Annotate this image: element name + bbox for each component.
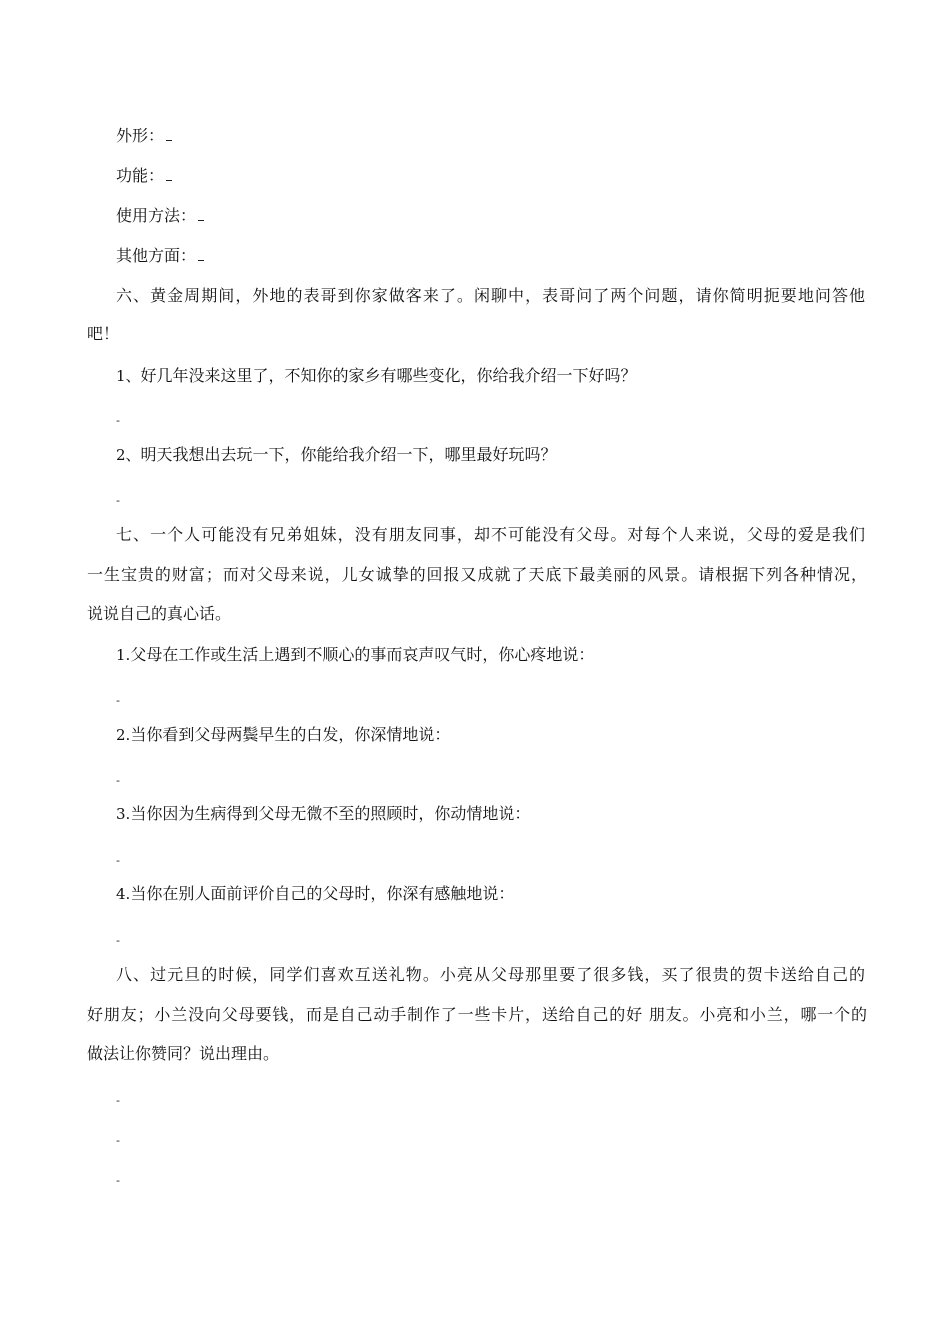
property-label: 功能： xyxy=(116,166,165,185)
item-text: 明天我想出去玩一下，你能给我介绍一下，哪里最好玩吗？ xyxy=(140,445,557,464)
q7-prompt-line2: 一生宝贵的财富；而对父母来说，儿女诚挚的回报又成就了天底下最美丽的风景。请根据下列各种情况， xyxy=(87,565,867,584)
property-label: 使用方法： xyxy=(116,206,197,225)
q8-prompt-line2: 好朋友；小兰没向父母要钱，而是自己动手制作了一些卡片，送给自己的好 朋友。小亮和小兰，哪一个的 xyxy=(87,1005,867,1024)
blank-field[interactable] xyxy=(166,128,172,141)
q8-prompt-line1: 八、过元旦的时候，同学们喜欢互送礼物。小亮从父母那里要了很多钱，买了很贵的贺卡送给自己的 xyxy=(116,965,865,984)
item-number: 3. xyxy=(116,805,131,823)
property-label: 其他方面： xyxy=(116,246,197,265)
q7-item-1 xyxy=(116,644,594,666)
item-number: 4. xyxy=(116,885,131,903)
blank-field[interactable] xyxy=(166,168,172,181)
q7-prompt-line1: 七、一个人可能没有兄弟姐妹，没有朋友同事，却不可能没有父母。对每个人来说，父母的爱是我们 xyxy=(116,525,865,544)
q7-prompt-line3: 说说自己的真心话。 xyxy=(87,604,232,623)
item-text: 好几年没来这里了，不知你的家乡有哪些变化，你给我介绍一下好吗？ xyxy=(140,366,637,385)
item-number: 2. xyxy=(116,726,131,744)
answer-blank[interactable]: - xyxy=(116,694,120,707)
q6-prompt-line1: 六、黄金周期间，外地的表哥到你家做客来了。闲聊中，表哥问了两个问题，请你简明扼要地问答他 xyxy=(116,286,865,305)
item-text: 父母在工作或生活上遇到不顺心的事而哀声叹气时，你心疼地说： xyxy=(130,645,595,664)
property-label: 外形： xyxy=(116,126,165,145)
item-text: 当你在别人面前评价自己的父母时，你深有感触地说： xyxy=(130,884,515,903)
answer-blank[interactable]: - xyxy=(116,494,120,507)
answer-blank[interactable]: - xyxy=(116,1134,120,1147)
blank-field[interactable] xyxy=(198,248,204,261)
q6-item-1 xyxy=(116,365,637,387)
answer-blank[interactable]: - xyxy=(116,1174,120,1187)
q7-item-2 xyxy=(116,724,450,746)
item-number: 2、 xyxy=(116,446,141,464)
q7-item-3 xyxy=(116,803,530,825)
q8-prompt-line3: 做法让你赞同？说出理由。 xyxy=(87,1044,280,1063)
q6-prompt-line2: 吧！ xyxy=(87,324,120,343)
item-text: 当你因为生病得到父母无微不至的照顾时，你动情地说： xyxy=(130,804,531,823)
answer-blank[interactable]: - xyxy=(116,414,120,427)
answer-blank[interactable]: - xyxy=(116,854,120,867)
blank-field[interactable] xyxy=(198,208,204,221)
property-line-function xyxy=(116,165,172,187)
q6-item-2 xyxy=(116,444,557,466)
property-line-other xyxy=(116,245,204,267)
property-line-usage xyxy=(116,205,204,227)
item-number: 1、 xyxy=(116,367,141,385)
answer-blank[interactable]: - xyxy=(116,774,120,787)
property-line-shape xyxy=(116,125,172,147)
item-number: 1. xyxy=(116,646,131,664)
item-text: 当你看到父母两鬓早生的白发，你深情地说： xyxy=(130,725,451,744)
answer-blank[interactable]: - xyxy=(116,1094,120,1107)
answer-blank[interactable]: - xyxy=(116,934,120,947)
q7-item-4 xyxy=(116,883,514,905)
